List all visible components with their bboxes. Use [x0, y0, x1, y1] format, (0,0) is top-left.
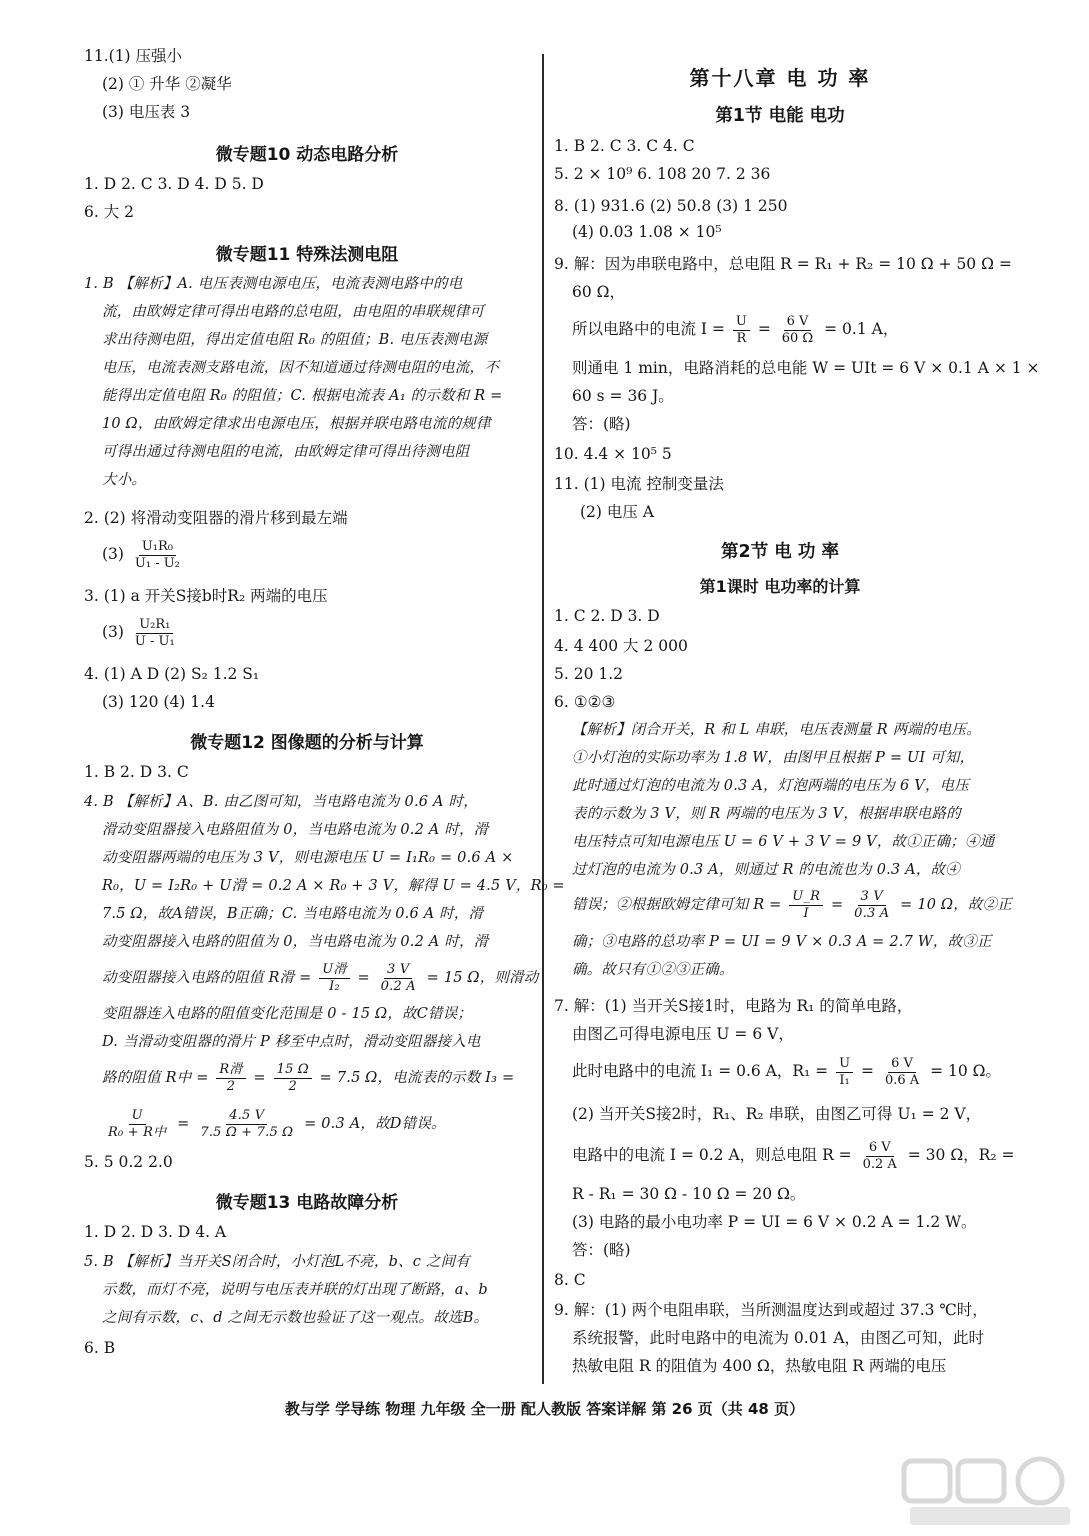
fraction	[882, 1056, 922, 1089]
answer-line: 5. 5 0.2 2.0	[84, 1153, 173, 1171]
fraction-denominator: 2	[226, 1078, 236, 1094]
answer-line: 1. D 2. D 3. D 4. A	[84, 1223, 227, 1241]
answer-line: 1. C 2. D 3. D	[554, 607, 660, 625]
fraction-denominator: 60 Ω	[781, 330, 814, 346]
analysis-line: 示数，而灯不亮，说明与电压表并联的灯出现了断路，a、b	[102, 1282, 488, 1298]
lesson-title: 第1课时 电功率的计算	[699, 577, 861, 596]
text-span: = 10 Ω，故②正	[900, 897, 1012, 913]
fraction	[851, 889, 892, 922]
analysis-line: 电压，电流表测支路电流，因不知道通过待测电阻的电流，不	[102, 360, 499, 376]
section-heading: 微专题13 电路故障分析	[215, 1193, 399, 1213]
answer-line: 6. ①②③	[554, 693, 616, 711]
fraction	[319, 962, 349, 995]
text-span: =	[357, 970, 370, 986]
page-footer: 教与学 学导练 物理 九年级 全一册 配人教版 答案详解 第 26 页（共 48 页）	[284, 1400, 805, 1418]
answer-line: 4. (1) A D (2) S₂ 1.2 S₁	[84, 665, 260, 683]
fraction-denominator: 7.5 Ω + 7.5 Ω	[200, 1124, 294, 1140]
answer-line: R - R₁ = 30 Ω - 10 Ω = 20 Ω。	[572, 1185, 806, 1203]
answer-line: 5. 20 1.2	[554, 665, 624, 683]
analysis-line: 动变阻器两端的电压为 3 V，则电源电压 U = I₁R₀ = 0.6 A ×	[102, 850, 514, 866]
analysis-line: R₀，U = I₂R₀ + U滑 = 0.2 A × R₀ + 3 V，解得 U = 4.5 V，R₀ =	[102, 878, 565, 894]
answer-line: (2) 当开关S接2时，R₁、R₂ 串联，由图乙可得 U₁ = 2 V，	[572, 1105, 982, 1123]
answer-line: 60 Ω，	[572, 283, 626, 301]
analysis-line: 1. B 【解析】A. 电压表测电源电压，电流表测电路中的电	[84, 276, 463, 292]
analysis-line: 之间有示数，c、d 之间无示数也验证了这一观点。故选B。	[102, 1310, 489, 1326]
analysis-fraction-line	[572, 884, 1012, 926]
fraction-denominator: R₀ + R中	[108, 1124, 167, 1140]
answer-line: (3) 电路的最小电功率 P = UI = 6 V × 0.2 A = 1.2 W。	[572, 1213, 977, 1231]
text-span: = 15 Ω，则滑动	[426, 970, 539, 986]
fraction-numerator: 6 V	[866, 1140, 894, 1157]
section-heading: 微专题12 图像题的分析与计算	[190, 733, 424, 753]
fraction-numerator: U	[733, 314, 750, 331]
answer-line: 则通电 1 min，电路消耗的总电能 W = UIt = 6 V × 0.1 A × 1 ×	[572, 359, 1040, 377]
answer-line: (3) 120 (4) 1.4	[102, 693, 215, 711]
analysis-fraction-line	[102, 1058, 514, 1098]
answer-line: 11.(1) 压强小	[84, 47, 183, 65]
fraction	[860, 1140, 900, 1173]
fraction-numerator: U	[836, 1056, 853, 1073]
fraction	[789, 889, 823, 922]
answer-line: 11. (1) 电流 控制变量法	[554, 475, 724, 493]
fraction-numerator: 3 V	[384, 962, 412, 979]
watermark-logo	[900, 1455, 1080, 1530]
analysis-line: 可得出通过待测电阻的电流，由欧姆定律可得出待测电阻	[102, 444, 470, 460]
analysis-line: D. 当滑动变阻器的滑片 P 移至中点时，滑动变阻器接入电	[102, 1034, 481, 1050]
text-span: =	[757, 320, 771, 338]
section-title: 第2节 电 功 率	[721, 542, 839, 562]
fraction-line	[572, 1050, 1001, 1092]
fraction-numerator: 15 Ω	[274, 1062, 312, 1079]
answer-line: (2) ① 升华 ②凝华	[102, 75, 232, 93]
fraction-denominator: 0.2 A	[862, 1156, 897, 1172]
text-span: 动变阻器接入电路的阻值 R滑 =	[102, 970, 312, 986]
text-span: =	[830, 897, 844, 913]
text-span: = 10 Ω。	[930, 1062, 1002, 1080]
fraction	[274, 1062, 312, 1095]
answer-line: 10. 4.4 × 10⁵ 5	[554, 445, 672, 463]
fraction-denominator: I₂	[329, 978, 340, 994]
section-title: 第1节 电能 电功	[715, 106, 845, 126]
fraction-denominator: 0.3 A	[854, 905, 890, 921]
analysis-line: 流，由欧姆定律可得出电路的总电阻，由电阻的串联规律可	[102, 304, 485, 320]
answer-line: 7. 解：(1) 当开关S接1时，电路为 R₁ 的简单电路，	[554, 997, 913, 1015]
fraction-numerator: U	[129, 1108, 146, 1125]
fraction	[733, 314, 750, 347]
answer-line: 5. 2 × 10⁹ 6. 108 20 7. 2 36	[554, 165, 771, 183]
answer-line: (2) 电压 A	[580, 503, 655, 521]
text-span: =	[861, 1062, 875, 1080]
fraction-answer	[102, 612, 181, 652]
fraction	[132, 539, 183, 572]
analysis-line: 过灯泡的电流为 0.3 A，则通过 R 的电流也为 0.3 A，故④	[572, 862, 960, 878]
answer-line: 60 s = 36 J。	[572, 387, 674, 405]
fraction-denominator: R	[736, 330, 747, 346]
fraction	[216, 1062, 245, 1095]
fraction	[197, 1108, 296, 1141]
answer-line: 2. (2) 将滑动变阻器的滑片移到最左端	[84, 509, 348, 527]
analysis-line: 10 Ω，由欧姆定律求出电源电压，根据并联电路电流的规律	[102, 416, 491, 432]
fraction-denominator: I	[803, 905, 809, 921]
fraction-denominator: I₁	[839, 1072, 850, 1088]
answer-line: 系统报警，此时电路中的电流为 0.01 A，由图乙可知，此时	[572, 1329, 985, 1347]
text-span: 此时电路中的电流 I₁ = 0.6 A，R₁ =	[572, 1062, 829, 1080]
answer-line: 由图乙可得电源电压 U = 6 V，	[572, 1025, 794, 1043]
analysis-line: 滑动变阻器接入电路阻值为 0，当电路电流为 0.2 A 时，滑	[102, 822, 489, 838]
fraction-line	[572, 1134, 1014, 1176]
answer-line: 1. B 2. C 3. C 4. C	[554, 137, 695, 155]
fraction-numerator: U滑	[319, 962, 349, 979]
section-heading: 微专题11 特殊法测电阻	[215, 245, 399, 265]
analysis-line: 大小。	[102, 472, 147, 488]
fraction-numerator: 6 V	[784, 314, 812, 331]
answer-line: 3. (1) a 开关S接b时R₂ 两端的电压	[84, 587, 328, 605]
answer-line: 答：(略)	[572, 1241, 631, 1259]
analysis-line: 动变阻器接入电路的阻值为 0，当电路电流为 0.2 A 时，滑	[102, 934, 489, 950]
fraction-numerator: R滑	[216, 1062, 245, 1079]
fraction-denominator: 0.2 A	[380, 978, 416, 994]
answer-line: (4) 0.03 1.08 × 10⁵	[572, 223, 722, 241]
analysis-line: 变阻器连入电路的阻值变化范围是 0 - 15 Ω，故C错误；	[102, 1006, 473, 1022]
fraction-denominator: 2	[288, 1078, 297, 1094]
answer-line: 4. 4 400 大 2 000	[554, 637, 688, 655]
answer-line: 8. (1) 931.6 (2) 50.8 (3) 1 250	[554, 197, 788, 215]
fraction	[836, 1056, 853, 1089]
fraction-numerator: U_R	[789, 889, 823, 906]
analysis-line: 求出待测电阻，得出定值电阻 R₀ 的阻值；B. 电压表测电源	[102, 332, 488, 348]
answer-line: 9. 解：因为串联电路中，总电阻 R = R₁ + R₂ = 10 Ω + 50 Ω =	[554, 255, 1012, 273]
analysis-line: 能得出定值电阻 R₀ 的阻值；C. 根据电流表 A₁ 的示数和 R =	[102, 388, 503, 404]
column-divider	[542, 54, 544, 1384]
text-span: = 30 Ω，R₂ =	[907, 1146, 1015, 1164]
answer-line: 8. C	[554, 1271, 586, 1289]
fraction-numerator: 6 V	[888, 1056, 916, 1073]
answer-line: (3) 电压表 3	[102, 103, 191, 121]
fraction	[132, 617, 178, 650]
fraction-denominator: U₁ - U₂	[134, 555, 180, 571]
text-span: =	[253, 1070, 266, 1086]
analysis-line: 4. B 【解析】A、B. 由乙图可知，当电路电流为 0.6 A 时，	[84, 794, 478, 810]
fraction-line	[572, 308, 898, 350]
answer-line: 答：(略)	[572, 415, 631, 433]
analysis-line: 确。故只有①②③正确。	[572, 962, 734, 978]
analysis-line: 确；③电路的总功率 P = UI = 9 V × 0.3 A = 2.7 W，故③正	[572, 934, 992, 950]
analysis-line: 表的示数为 3 V，则 R 两端的电压为 3 V，根据串联电路的	[572, 806, 961, 822]
fraction	[105, 1108, 169, 1141]
answer-line: 9. 解：(1) 两个电阻串联，当所测温度达到或超过 37.3 ℃时，	[554, 1301, 988, 1319]
answer-line: 1. B 2. D 3. C	[84, 763, 189, 781]
item-label: (3)	[102, 623, 124, 641]
answer-line: 热敏电阻 R 的阻值为 400 Ω，热敏电阻 R 两端的电压	[572, 1357, 947, 1375]
text-span: =	[177, 1116, 190, 1132]
fraction	[779, 314, 816, 347]
analysis-fraction-line	[102, 1104, 446, 1144]
answer-line: 1. D 2. C 3. D 4. D 5. D	[84, 175, 264, 193]
answer-line: 6. 大 2	[84, 203, 135, 221]
text-span: 电路中的电流 I = 0.2 A，则总电阻 R =	[572, 1146, 852, 1164]
fraction-answer	[102, 534, 186, 574]
item-label: (3)	[102, 545, 124, 563]
text-span: = 7.5 Ω，电流表的示数 I₃ =	[319, 1070, 515, 1086]
text-span: = 0.3 A，故D错误。	[304, 1116, 446, 1132]
fraction-denominator: U - U₁	[134, 633, 175, 649]
text-span: 所以电路中的电流 I =	[572, 320, 725, 338]
fraction-numerator: 4.5 V	[226, 1108, 267, 1125]
text-span: 错误；②根据欧姆定律可知 R =	[572, 897, 782, 913]
answer-line: 6. B	[84, 1339, 116, 1357]
analysis-fraction-line	[102, 958, 539, 998]
analysis-line: 5. B 【解析】当开关S闭合时，小灯泡L不亮，b、c 之间有	[84, 1254, 470, 1270]
fraction-denominator: 0.6 A	[884, 1072, 920, 1088]
section-heading: 微专题10 动态电路分析	[215, 145, 399, 165]
fraction-numerator: U₂R₁	[136, 617, 173, 634]
chapter-title: 第十八章 电 功 率	[689, 66, 871, 90]
text-span: 路的阻值 R中 =	[102, 1070, 209, 1086]
analysis-line: ①小灯泡的实际功率为 1.8 W，由图甲且根据 P = UI 可知，	[572, 750, 975, 766]
fraction-numerator: U₁R₀	[139, 539, 176, 556]
fraction-numerator: 3 V	[858, 889, 886, 906]
text-span: = 0.1 A，	[824, 320, 899, 338]
fraction	[378, 962, 419, 995]
analysis-line: 电压特点可知电源电压 U = 6 V + 3 V = 9 V，故①正确；④通	[572, 834, 995, 850]
analysis-line: 此时通过灯泡的电流为 0.3 A，灯泡两端的电压为 6 V，电压	[572, 778, 970, 794]
analysis-line: 【解析】闭合开关，R 和 L 串联，电压表测量 R 两端的电压。	[572, 722, 981, 738]
analysis-line: 7.5 Ω，故A错误，B正确；C. 当电路电流为 0.6 A 时，滑	[102, 906, 484, 922]
